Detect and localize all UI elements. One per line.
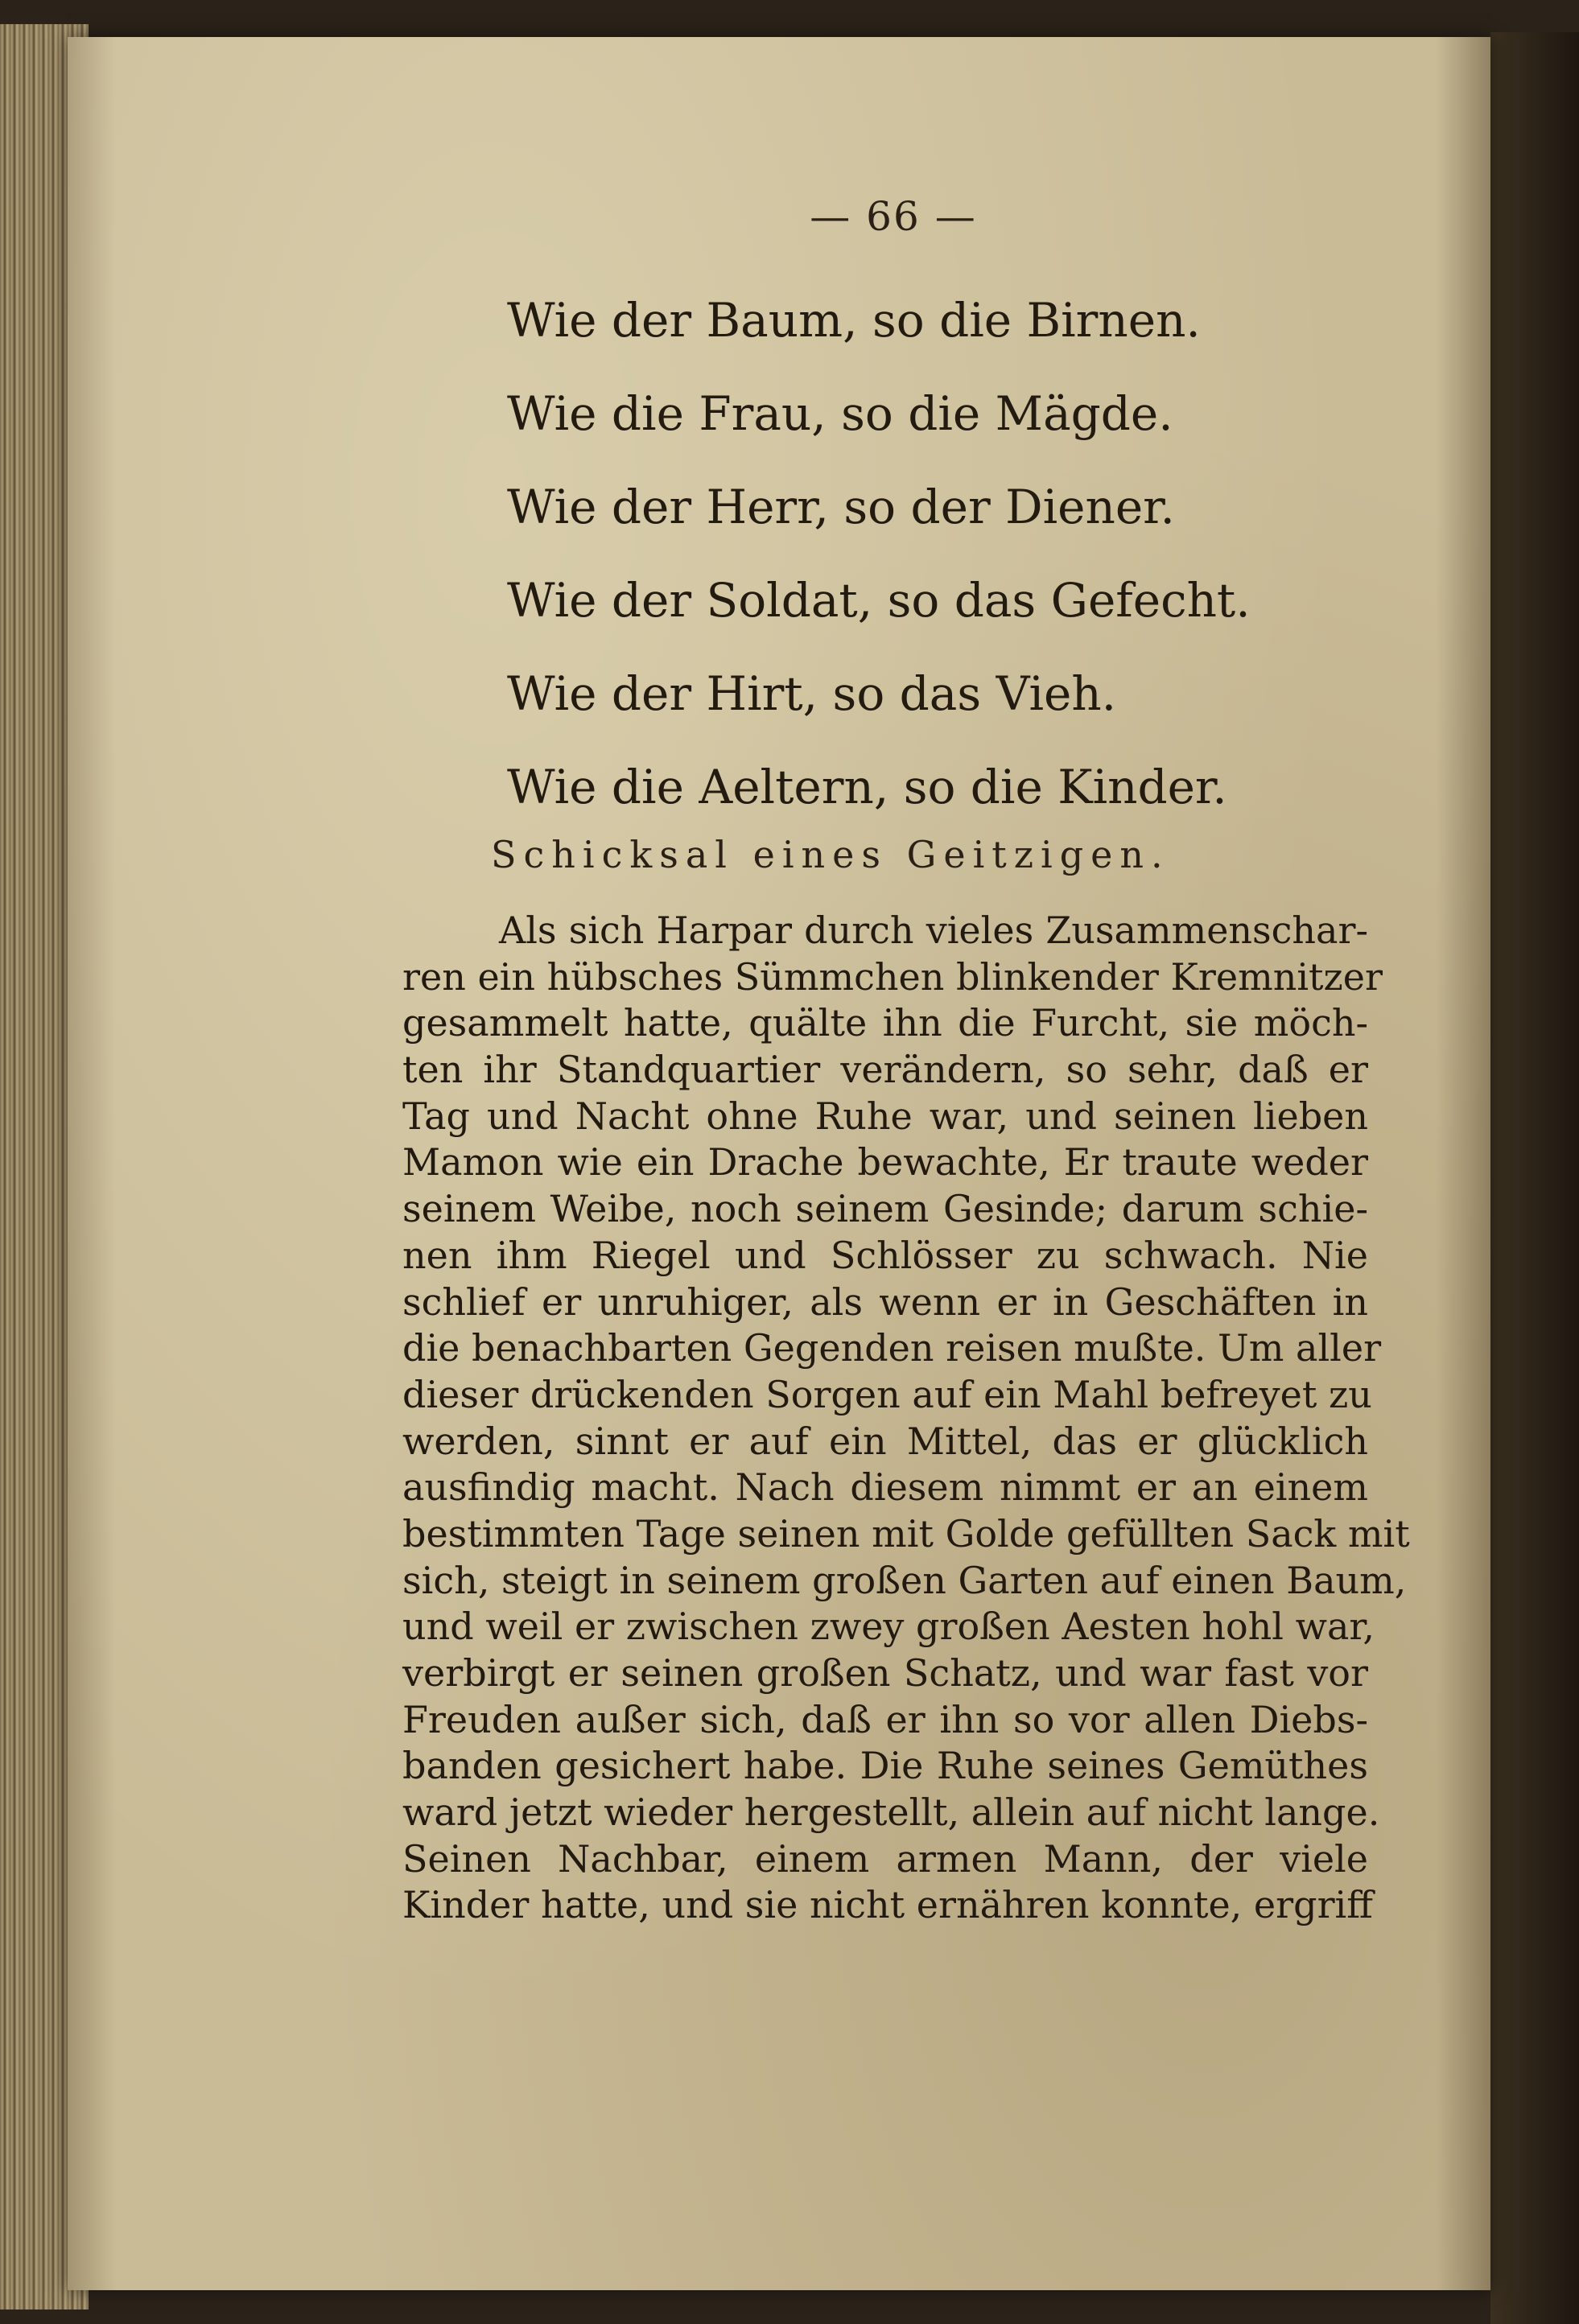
proverb-line: Wie die Aeltern, so die Kinder. bbox=[507, 760, 1227, 814]
text-line: die benachbarten Gegenden reisen mußte. Um aller bbox=[402, 1326, 1382, 1370]
proverb-list bbox=[507, 274, 1352, 834]
text-line: Kinder hatte, und sie nicht ernähren konnte, ergriff bbox=[402, 1883, 1373, 1927]
text-line: verbirgt er seinen großen Schatz, und war fast vor bbox=[402, 1651, 1368, 1695]
text-line: und weil er zwischen zwey großen Aesten hohl war, bbox=[402, 1605, 1375, 1649]
text-line: sich, steigt in seinem großen Garten auf einen Baum, bbox=[402, 1558, 1407, 1602]
text-line: seinem Weibe, noch seinem Gesinde; darum schie- bbox=[402, 1187, 1368, 1231]
book-gutter-shadow bbox=[1490, 32, 1579, 2324]
proverb-line: Wie die Frau, so die Mägde. bbox=[507, 386, 1173, 441]
text-line: Mamon wie ein Drache bewachte, Er traute weder bbox=[402, 1140, 1368, 1185]
text-line: nen ihm Riegel und Schlösser zu schwach. Nie bbox=[402, 1233, 1368, 1277]
text-line: bestimmten Tage seinen mit Golde gefüllten Sack mit bbox=[402, 1511, 1410, 1556]
text-line: schlief er unruhiger, als wenn er in Geschäften in bbox=[402, 1279, 1368, 1324]
proverb-line: Wie der Soldat, so das Gefecht. bbox=[507, 573, 1251, 628]
text-line: werden, sinnt er auf ein Mittel, das er glücklich bbox=[402, 1419, 1368, 1463]
text-line: Tag und Nacht ohne Ruhe war, und seinen lieben bbox=[402, 1094, 1368, 1138]
section-heading: Schicksal eines Geitzigen. bbox=[491, 833, 1170, 876]
proverb-line: Wie der Baum, so die Birnen. bbox=[507, 293, 1201, 348]
proverb-line: Wie der Hirt, so das Vieh. bbox=[507, 666, 1117, 721]
text-line: ten ihr Standquartier verändern, so sehr, daß er bbox=[402, 1048, 1368, 1092]
text-line: gesammelt hatte, quälte ihn die Furcht, sie möch- bbox=[402, 1001, 1368, 1045]
text-line: ward jetzt wieder hergestellt, allein auf nicht lange. bbox=[402, 1790, 1380, 1835]
text-line: Als sich Harpar durch vieles Zusammenschar- bbox=[499, 909, 1368, 952]
body-paragraph bbox=[402, 908, 1410, 1929]
proverb-line: Wie der Herr, so der Diener. bbox=[507, 480, 1175, 534]
text-line: ausfindig macht. Nach diesem nimmt er an einem bbox=[402, 1465, 1368, 1510]
text-line: dieser drückenden Sorgen auf ein Mahl befreyet zu bbox=[402, 1372, 1372, 1416]
text-line: ren ein hübsches Sümmchen blinkender Kremnitzer bbox=[402, 954, 1383, 999]
page-number: — 66 — bbox=[810, 193, 977, 240]
text-line: banden gesichert habe. Die Ruhe seines Gemüthes bbox=[402, 1744, 1368, 1788]
text-line: Seinen Nachbar, einem armen Mann, der viele bbox=[402, 1836, 1368, 1881]
text-line: Freuden außer sich, daß er ihn so vor allen Diebs- bbox=[402, 1697, 1368, 1741]
